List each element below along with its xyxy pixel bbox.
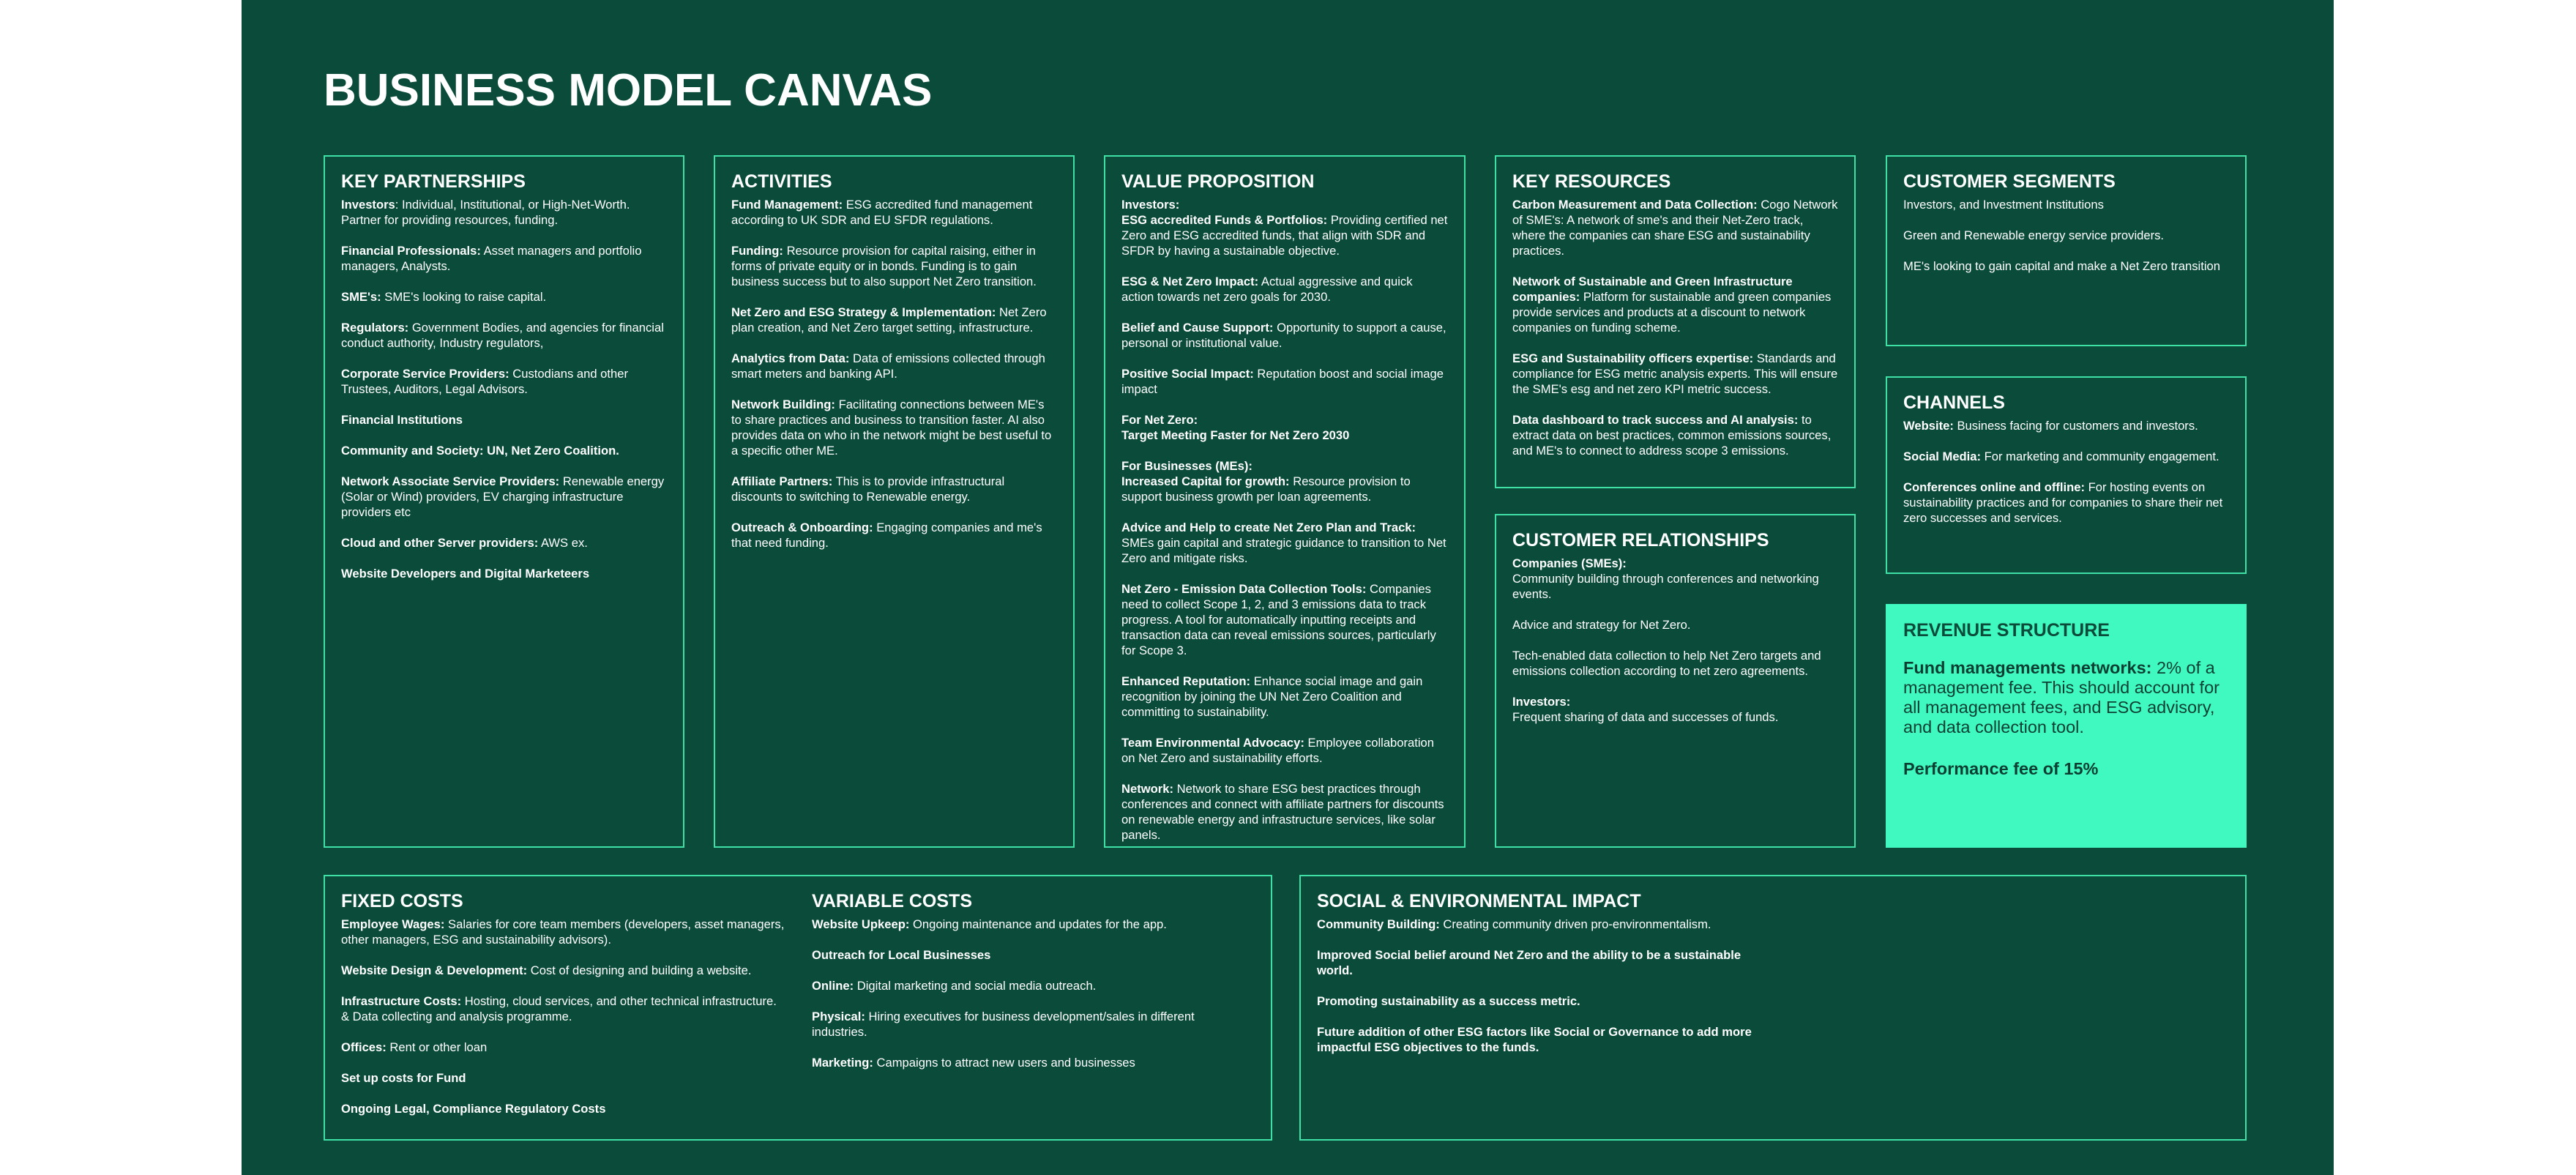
item-label: Promoting sustainability as a success metric. bbox=[1317, 994, 1580, 1008]
list-item bbox=[1512, 197, 1838, 258]
item-label: Belief and Cause Support: bbox=[1121, 321, 1274, 335]
item-label: Investors bbox=[341, 198, 395, 212]
list-item bbox=[731, 397, 1057, 458]
list-item bbox=[812, 947, 1251, 963]
list-item bbox=[1121, 458, 1448, 504]
list-item bbox=[341, 1070, 788, 1086]
item-text: Providing certified net Zero and ESG accredited funds, that align with SDR and SFDR by having a sustainable objective. bbox=[1121, 213, 1448, 258]
channels-section bbox=[1886, 376, 2247, 574]
item-label: Social Media: bbox=[1903, 450, 1982, 463]
item-text: Companies need to collect Scope 1, 2, and 3 emissions data to track progress. A tool for automatically inputting receipts and transaction data can reveal emissions sources, particularly for Scope 3. bbox=[1121, 582, 1436, 657]
list-item bbox=[1121, 581, 1448, 658]
item-text: AWS ex. bbox=[538, 536, 588, 550]
item-text: For marketing and community engagement. bbox=[1981, 450, 2220, 463]
list-item bbox=[1512, 351, 1838, 397]
variable-costs-column bbox=[812, 891, 1251, 1086]
list-item bbox=[1512, 648, 1838, 679]
list-item bbox=[341, 474, 667, 520]
item-text: Frequent sharing of data and successes of funds. bbox=[1512, 710, 1779, 724]
item-label: Website: bbox=[1903, 419, 1954, 433]
item-text: Standards and compliance for ESG metric analysis experts. This will ensure the SME's esg and net zero KPI metric success. bbox=[1512, 351, 1838, 396]
item-label: Net Zero and ESG Strategy & Implementation: bbox=[731, 305, 996, 319]
item-text: Facilitating connections between ME's to share practices and business to transition faster. AI also provides data on who in the network might be best useful to a specific other ME. bbox=[731, 398, 1052, 458]
item-lead: Investors: bbox=[1512, 695, 1571, 709]
item-label: Fund Management: bbox=[731, 198, 843, 212]
item-label: Financial Professionals: bbox=[341, 244, 481, 258]
list-item bbox=[1121, 674, 1448, 720]
item-label: SME's: bbox=[341, 290, 381, 304]
item-label: Online: bbox=[812, 979, 854, 993]
list-item bbox=[1121, 520, 1448, 566]
section-title: VARIABLE COSTS bbox=[812, 891, 972, 911]
item-text: Hosting, cloud services, and other technical infrastructure. & Data collecting and analysis programme. bbox=[341, 994, 777, 1023]
list-item bbox=[1903, 759, 2229, 779]
item-text: Community building through conferences and networking events. bbox=[1512, 572, 1819, 601]
item-text: Resource provision for capital raising, either in forms of private equity or in bonds. Funding is to gain business success but to also support Net Zero transition. bbox=[731, 244, 1037, 288]
item-label: Network Associate Service Providers: bbox=[341, 474, 560, 488]
list-item bbox=[1121, 735, 1448, 766]
list-item bbox=[341, 197, 667, 228]
section-title: FIXED COSTS bbox=[341, 891, 463, 911]
item-label: Carbon Measurement and Data Collection: bbox=[1512, 198, 1758, 212]
item-text: Salaries for core team members (developers, asset managers, other managers, ESG and sustainability advisors). bbox=[341, 917, 785, 947]
list-item bbox=[731, 197, 1057, 228]
item-label: Community and Society: UN, Net Zero Coalition. bbox=[341, 444, 619, 458]
item-label: Outreach for Local Businesses bbox=[812, 948, 991, 962]
item-label: Target Meeting Faster for Net Zero 2030 bbox=[1121, 428, 1350, 442]
item-label: Data dashboard to track success and AI analysis: bbox=[1512, 413, 1799, 427]
item-label: Financial Institutions bbox=[341, 413, 463, 427]
item-label: Website Developers and Digital Marketeers bbox=[341, 567, 590, 581]
list-item bbox=[341, 289, 667, 305]
item-label: Cloud and other Server providers: bbox=[341, 536, 539, 550]
item-label: Corporate Service Providers: bbox=[341, 367, 509, 381]
item-label: ESG & Net Zero Impact: bbox=[1121, 275, 1259, 288]
list-item bbox=[1903, 418, 2229, 433]
item-text: Network to share ESG best practices through conferences and connect with affiliate partners for discounts on renewable energy and infrastructure services, like solar panels. bbox=[1121, 782, 1444, 842]
item-label: Regulators: bbox=[341, 321, 409, 335]
social-impact-section bbox=[1299, 875, 2247, 1141]
section-title: CUSTOMER RELATIONSHIPS bbox=[1512, 530, 1769, 551]
list-item: ME's looking to gain capital and make a Net Zero transition bbox=[1903, 259, 2220, 273]
list-item bbox=[1903, 658, 2229, 737]
item-lead: For Net Zero: bbox=[1121, 413, 1198, 427]
key-resources-section bbox=[1495, 155, 1856, 488]
list-item bbox=[812, 1055, 1251, 1070]
list-item bbox=[341, 535, 667, 551]
item-text: Cogo Network of SME's: A network of sme's and their Net-Zero track, where the companies can share ESG and sustainability practices. bbox=[1512, 198, 1838, 258]
item-label: Affiliate Partners: bbox=[731, 474, 833, 488]
business-model-canvas bbox=[242, 0, 2334, 1175]
item-label: Performance fee of 15% bbox=[1903, 759, 2099, 778]
item-text: : Individual, Institutional, or High-Net-Worth. Partner for providing resources, funding. bbox=[341, 198, 630, 227]
section-title: REVENUE STRUCTURE bbox=[1903, 620, 2110, 641]
page-title: BUSINESS MODEL CANVAS bbox=[324, 65, 933, 116]
list-item bbox=[1512, 694, 1838, 725]
section-title: CHANNELS bbox=[1903, 392, 2005, 413]
list-item bbox=[1512, 412, 1838, 458]
list-item bbox=[1121, 197, 1448, 258]
item-label: Network: bbox=[1121, 782, 1173, 796]
list-item bbox=[341, 1101, 788, 1116]
item-text: Actual aggressive and quick action towards net zero goals for 2030. bbox=[1121, 275, 1413, 304]
item-label: ESG and Sustainability officers expertise: bbox=[1512, 351, 1754, 365]
list-item: Investors, and Investment Institutions bbox=[1903, 198, 2104, 212]
item-lead: For Businesses (MEs): bbox=[1121, 459, 1252, 473]
customer-segments-section bbox=[1886, 155, 2247, 346]
costs-section bbox=[324, 875, 1272, 1141]
item-text: 2% of a management fee. This should account for all management fees, and ESG advisory, and data collection tool. bbox=[1903, 658, 2220, 736]
item-label: Conferences online and offline: bbox=[1903, 480, 2086, 494]
list-item bbox=[341, 320, 667, 351]
list-item bbox=[731, 305, 1057, 335]
item-text: Asset managers and portfolio managers, Analysts. bbox=[341, 244, 642, 273]
item-text: Rent or other loan bbox=[386, 1040, 488, 1054]
list-item bbox=[1903, 480, 2229, 526]
item-label: Team Environmental Advocacy: bbox=[1121, 736, 1304, 750]
item-text: Resource provision to support business growth per loan agreements. bbox=[1121, 474, 1411, 504]
item-label: Fund managements networks: bbox=[1903, 658, 2152, 677]
section-title: KEY RESOURCES bbox=[1512, 171, 1671, 192]
item-text: Digital marketing and social media outreach. bbox=[854, 979, 1097, 993]
item-text: SMEs gain capital and strategic guidance to transition to Net Zero and mitigate risks. bbox=[1121, 536, 1446, 565]
value-proposition-section bbox=[1104, 155, 1466, 848]
item-lead: Companies (SMEs): bbox=[1512, 556, 1627, 570]
item-label: Improved Social belief around Net Zero and the ability to be a sustainable world. bbox=[1317, 948, 1741, 977]
item-lead: Investors: bbox=[1121, 198, 1180, 212]
item-text: Data of emissions collected through smart meters and banking API. bbox=[731, 351, 1045, 381]
section-title: SOCIAL & ENVIRONMENTAL IMPACT bbox=[1317, 891, 1641, 911]
item-text: SME's looking to raise capital. bbox=[381, 290, 547, 304]
item-text: Campaigns to attract new users and businesses bbox=[873, 1056, 1135, 1070]
item-label: Future addition of other ESG factors like Social or Governance to add more impactful ESG objectives to the funds. bbox=[1317, 1025, 1752, 1054]
list-item bbox=[341, 963, 788, 978]
item-text: Renewable energy (Solar or Wind) providers, EV charging infrastructure providers etc bbox=[341, 474, 665, 519]
list-item bbox=[812, 978, 1251, 993]
list-item bbox=[731, 243, 1057, 289]
item-text: Platform for sustainable and green companies provide services and products at a discount to network companies on funding scheme. bbox=[1512, 290, 1832, 335]
list-item bbox=[1512, 274, 1838, 335]
item-text: to extract data on best practices, common emissions sources, and ME's to connect to address scope 3 emissions. bbox=[1512, 413, 1832, 458]
item-label: Positive Social Impact: bbox=[1121, 367, 1254, 381]
list-item bbox=[341, 243, 667, 274]
item-text: Business facing for customers and investors. bbox=[1953, 419, 2198, 433]
item-label: Community Building: bbox=[1317, 917, 1440, 931]
item-text: Advice and strategy for Net Zero. bbox=[1512, 618, 1691, 632]
item-text: Hiring executives for business development/sales in different industries. bbox=[812, 1010, 1195, 1039]
item-text: Government Bodies, and agencies for financial conduct authority, Industry regulators, bbox=[341, 321, 664, 350]
list-item bbox=[1317, 1024, 1762, 1055]
item-text: This is to provide infrastructural discounts to switching to Renewable energy. bbox=[731, 474, 1005, 504]
item-text: Ongoing maintenance and updates for the app. bbox=[909, 917, 1167, 931]
item-label: Offices: bbox=[341, 1040, 387, 1054]
item-label: Network of Sustainable and Green Infrastructure companies: bbox=[1512, 275, 1793, 304]
activities-section bbox=[714, 155, 1075, 848]
section-title: VALUE PROPOSITION bbox=[1121, 171, 1315, 192]
list-item bbox=[1512, 556, 1838, 602]
list-item bbox=[812, 1009, 1251, 1040]
item-label: Analytics from Data: bbox=[731, 351, 850, 365]
customer-relationships-section bbox=[1495, 514, 1856, 848]
list-item bbox=[1317, 917, 1762, 932]
list-item bbox=[731, 474, 1057, 504]
item-text: Creating community driven pro-environmentalism. bbox=[1439, 917, 1711, 931]
list-item bbox=[1512, 617, 1838, 633]
fixed-costs-column bbox=[341, 891, 788, 1132]
section-title: ACTIVITIES bbox=[731, 171, 832, 192]
list-item bbox=[1317, 993, 1762, 1009]
item-label: Enhanced Reputation: bbox=[1121, 674, 1251, 688]
item-text: Employee collaboration on Net Zero and sustainability efforts. bbox=[1121, 736, 1435, 765]
item-label: Funding: bbox=[731, 244, 783, 258]
item-text: Net Zero plan creation, and Net Zero target setting, infrastructure. bbox=[731, 305, 1047, 335]
item-label: Advice and Help to create Net Zero Plan and Track: bbox=[1121, 521, 1416, 534]
list-item bbox=[1121, 781, 1448, 843]
item-label: Physical: bbox=[812, 1010, 865, 1023]
list-item bbox=[341, 566, 667, 581]
section-title: CUSTOMER SEGMENTS bbox=[1903, 171, 2116, 192]
item-label: Infrastructure Costs: bbox=[341, 994, 462, 1008]
item-label: Marketing: bbox=[812, 1056, 873, 1070]
item-text: Enhance social image and gain recognition by joining the UN Net Zero Coalition and committing to sustainability. bbox=[1121, 674, 1423, 719]
list-item bbox=[1121, 320, 1448, 351]
key-partnerships-section bbox=[324, 155, 684, 848]
item-label: Outreach & Onboarding: bbox=[731, 521, 873, 534]
list-item bbox=[1121, 412, 1448, 443]
item-label: Net Zero - Emission Data Collection Tools: bbox=[1121, 582, 1367, 596]
item-label: Employee Wages: bbox=[341, 917, 445, 931]
revenue-structure-section bbox=[1886, 604, 2247, 848]
list-item bbox=[1121, 274, 1448, 305]
item-label: Website Design & Development: bbox=[341, 963, 528, 977]
list-item bbox=[341, 917, 788, 947]
list-item bbox=[731, 520, 1057, 551]
item-label: Set up costs for Fund bbox=[341, 1071, 466, 1085]
item-text: Reputation boost and social image impact bbox=[1121, 367, 1444, 396]
list-item bbox=[1121, 366, 1448, 397]
list-item bbox=[341, 443, 667, 458]
item-label: ESG accredited Funds & Portfolios: bbox=[1121, 213, 1328, 227]
list-item bbox=[341, 366, 667, 397]
item-text: Engaging companies and me's that need funding. bbox=[731, 521, 1042, 550]
item-label: Network Building: bbox=[731, 398, 835, 411]
item-label: Ongoing Legal, Compliance Regulatory Costs bbox=[341, 1102, 606, 1116]
list-item bbox=[1903, 449, 2229, 464]
list-item bbox=[731, 351, 1057, 381]
section-title: KEY PARTNERSHIPS bbox=[341, 171, 526, 192]
item-text: Tech-enabled data collection to help Net Zero targets and emissions collection according to net zero agreements. bbox=[1512, 649, 1821, 678]
list-item bbox=[341, 412, 667, 428]
item-label: Website Upkeep: bbox=[812, 917, 910, 931]
list-item bbox=[341, 1040, 788, 1055]
item-text: Opportunity to support a cause, personal or institutional value. bbox=[1121, 321, 1446, 350]
item-text: Cost of designing and building a website. bbox=[527, 963, 752, 977]
item-text: For hosting events on sustainability practices and for companies to share their net zero successes and services. bbox=[1903, 480, 2223, 525]
item-text: Custodians and other Trustees, Auditors, Legal Advisors. bbox=[341, 367, 628, 396]
item-text: ESG accredited fund management according to UK SDR and EU SFDR regulations. bbox=[731, 198, 1033, 227]
list-item bbox=[341, 993, 788, 1024]
item-label: Increased Capital for growth: bbox=[1121, 474, 1290, 488]
list-item bbox=[1317, 947, 1762, 978]
list-item bbox=[812, 917, 1251, 932]
list-item: Green and Renewable energy service providers. bbox=[1903, 228, 2165, 242]
